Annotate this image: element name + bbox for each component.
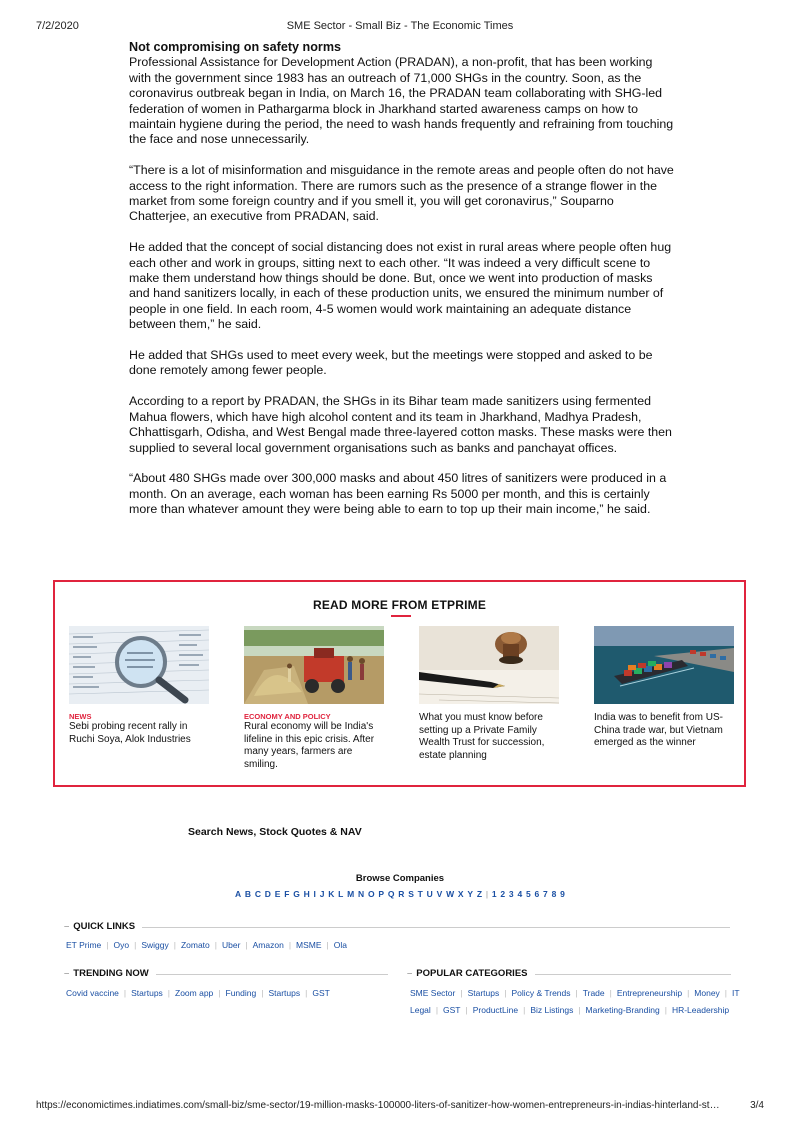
browse-letter-link[interactable]: H [303,889,310,899]
link-separator: | [326,940,329,950]
quick-link[interactable]: Amazon [252,940,284,950]
trending-now-heading: – TRENDING NOW [64,968,149,979]
link-separator: | [218,988,221,998]
link-separator: | [167,988,171,998]
magnifier-on-stock-table-image[interactable] [69,626,209,704]
browse-digit-link[interactable]: 4 [517,889,523,899]
browse-letter-link[interactable]: N [358,889,365,899]
popular-category-link[interactable]: SME Sector [410,988,456,998]
browse-digit-link[interactable]: 5 [525,889,531,899]
browse-digit-link[interactable]: 7 [543,889,548,899]
link-separator: | [288,940,292,950]
print-page-number: 3/4 [750,1100,764,1111]
etprime-card[interactable] [419,626,559,762]
print-header [0,20,800,36]
browse-letter-link[interactable]: M [347,889,355,899]
browse-letter-link[interactable]: Y [467,889,474,899]
link-separator: | [173,940,176,950]
browse-companies-title: Browse Companies [355,873,445,884]
link-separator: | [664,1005,667,1015]
browse-letter-link[interactable]: Q [387,889,395,899]
link-separator: | [460,988,463,998]
browse-digit-link[interactable]: 9 [560,889,566,899]
popular-categories-heading: – POPULAR CATEGORIES [407,968,528,979]
print-page-title: SME Sector - Small Biz - The Economic Times [286,20,514,32]
trending-now-title: TRENDING NOW [73,968,149,979]
link-separator: | [245,940,248,950]
browse-letter-link[interactable]: C [254,889,262,899]
link-separator: | [575,988,578,998]
trending-link[interactable]: Startups [131,988,163,998]
print-date: 7/2/2020 [36,20,79,32]
quick-links-divider [142,927,730,928]
trending-link[interactable]: Funding [225,988,257,998]
popular-categories-list [410,1002,729,1019]
etprime-title: READ MORE FROM ETPRIME [312,598,487,612]
browse-letter-link[interactable]: W [446,889,455,899]
popular-category-link[interactable]: Legal [410,1005,431,1015]
popular-category-link[interactable]: Policy & Trends [511,988,571,998]
browse-letter-link[interactable]: J [319,889,325,899]
article-paragraph: He added that SHGs used to meet every week, but the meetings were stopped and asked to be done remotely among fewer people. [129,348,653,378]
trending-now-divider [156,974,388,975]
browse-letter-link[interactable]: F [284,889,290,899]
browse-letter-link[interactable]: I [313,889,317,899]
browse-letter-link[interactable]: V [436,889,443,899]
browse-letter-link[interactable]: A [234,889,242,899]
article-paragraph: According to a report by PRADAN, the SHGs in its Bihar team made sanitizers using fermented Mahua flowers, which have high alcohol content and its team in Jharkhand, Madhya Pradesh, Chhattisgarh, Odisha, and West Bengal made three-layered cotton masks. These masks were then supplied to several local government organisations such as banks and panchayat offices. [129,394,672,455]
link-separator: | [435,1005,439,1015]
popular-category-link[interactable]: Marketing-Branding [585,1005,660,1015]
trending-link[interactable]: Covid vaccine [66,988,119,998]
article-paragraph: “About 480 SHGs made over 300,000 masks and about 450 litres of sanitizers were produced in a month. On an average, each woman has been earning Rs 5000 per month, and this is certainly more than whatever amount they were being able to earn to top up their main income,” he said. [129,471,667,517]
link-separator: | [724,988,728,998]
article-paragraph: Professional Assistance for Development Action (PRADAN), a non-profit, that has been working with the government since 1983 has an outreach of 71,000 SHGs in the country. Soon, as the coronavirus outbreak began in India, on March 16, the PRADAN team collaborating with SHG-led federation of women in Pathargarma block in Jharkhand started awareness camps on how to maintain hygiene during the period, the need to wash hands frequently and refraining from touching the face and nose unnecessarily. [129,55,674,147]
print-url: https://economictimes.indiatimes.com/small-biz/sme-sector/19-million-masks-100000-liters-of-sanitizer-how-women-entrepreneurs-in-indias-hinterland-st… [36,1100,720,1111]
etprime-card[interactable] [244,626,384,771]
browse-letter-link[interactable]: Z [476,889,483,899]
link-separator: | [578,1005,581,1015]
popular-category-link[interactable]: Entrepreneurship [616,988,683,998]
search-news-label[interactable]: Search News, Stock Quotes & NAV [188,826,362,838]
link-separator: | [465,1005,468,1015]
popular-categories-divider [535,974,731,975]
popular-category-link[interactable]: Startups [467,988,500,998]
fountain-pen-seal-image[interactable] [419,626,559,704]
browse-digit-link[interactable]: 6 [534,889,540,899]
link-separator: | [214,940,217,950]
browse-letter-link[interactable]: T [417,889,424,899]
quick-link[interactable]: MSME [296,940,322,950]
browse-letter-link[interactable]: B [244,889,252,899]
browse-digit-link[interactable]: 8 [551,889,557,899]
card-headline[interactable]: Sebi probing recent rally in Ruchi Soya, Alok Industries [69,721,191,745]
browse-letter-link[interactable]: P [378,889,385,899]
browse-letter-link[interactable]: L [338,889,344,899]
link-separator: | [261,988,264,998]
popular-category-link[interactable]: GST [443,1005,461,1015]
browse-letter-link[interactable]: E [274,889,281,899]
browse-digit-link[interactable]: 1 [491,889,497,899]
etprime-title-underline [391,615,411,617]
browse-letter-link[interactable]: S [408,889,415,899]
popular-category-link[interactable]: Biz Listings [530,1005,574,1015]
trending-link[interactable]: Zoom app [175,988,214,998]
browse-letter-link[interactable]: U [426,889,433,899]
article-body [129,40,674,533]
popular-categories-title: POPULAR CATEGORIES [416,968,528,979]
card-category: ECONOMY AND POLICY [244,712,331,721]
link-separator: | [305,988,308,998]
browse-digit-link[interactable]: 2 [500,889,506,899]
trending-link[interactable]: Startups [268,988,301,998]
card-headline[interactable]: What you must know before setting up a Private Family Wealth Trust for succession, estate planning [419,712,545,761]
popular-category-link[interactable]: Money [694,988,720,998]
quick-links-title: QUICK LINKS [73,921,136,932]
etprime-card[interactable] [594,626,734,750]
quick-link[interactable]: Oyo [113,940,130,950]
etprime-read-more-box [53,580,746,787]
card-category: NEWS [69,712,92,721]
quick-links-list [66,937,347,954]
quick-link[interactable]: ET Prime [66,940,102,950]
popular-categories-list [410,985,740,1002]
quick-link[interactable]: Uber [221,940,241,950]
browse-letter-link[interactable]: X [457,889,464,899]
link-separator: | [609,988,612,998]
popular-category-link[interactable]: Trade [582,988,605,998]
popular-category-link[interactable]: IT [732,988,740,998]
quick-link[interactable]: Ola [333,940,347,950]
browse-letter-link[interactable]: G [293,889,300,899]
quick-link[interactable]: Zomato [180,940,210,950]
trending-link[interactable]: GST [312,988,330,998]
farm-harvest-image[interactable] [244,626,384,704]
browse-letter-link[interactable]: K [328,889,335,899]
link-separator: | [523,1005,526,1015]
quick-links-heading: – QUICK LINKS [64,921,136,932]
article-paragraph: He added that the concept of social distancing does not exist in rural areas where people often hug each other and work in groups, sitting next to each other. “It was indeed a very difficult scene to make them understand how things should be done. But, once we went into production of masks and hand sanitizers locally, in each of these production units, we ensured the minimum number of people in one field. In each room, 4-5 women would work maintaining an adequate distance between them,” he said. [129,240,672,332]
card-headline[interactable]: Rural economy will be India's lifeline in this epic crisis. After many years, farmers are smiling. [244,721,375,770]
browse-letter-link[interactable]: O [367,889,375,899]
browse-letter-link[interactable]: D [264,889,272,899]
article-subheading: Not compromising on safety norms [129,40,342,54]
cargo-ship-port-image[interactable] [594,626,734,704]
popular-category-link[interactable]: ProductLine [472,1005,519,1015]
browse-letter-link[interactable]: R [398,889,405,899]
link-separator: | [687,988,690,998]
link-separator: | [134,940,137,950]
trending-now-list [66,985,330,1002]
article-paragraph: “There is a lot of misinformation and misguidance in the remote areas and people often do not have access to the right information. There are rumors such as the presence of a strange flower in the market from some foreign country and if you smell it, you will get coronavirus,” Souparno Chatterjee, an executive from PRADAN, said. [129,163,674,224]
browse-digit-link[interactable]: 3 [508,889,514,899]
popular-category-link[interactable]: HR-Leadership [671,1005,730,1015]
browse-index-separator: | [485,889,489,899]
card-headline[interactable]: India was to benefit from US-China trade war, but Vietnam emerged as the winner [594,712,723,749]
quick-link[interactable]: Swiggy [141,940,169,950]
link-separator: | [504,988,507,998]
link-separator: | [123,988,127,998]
etprime-card[interactable] [69,626,209,746]
browse-companies-index [0,889,800,899]
link-separator: | [106,940,109,950]
